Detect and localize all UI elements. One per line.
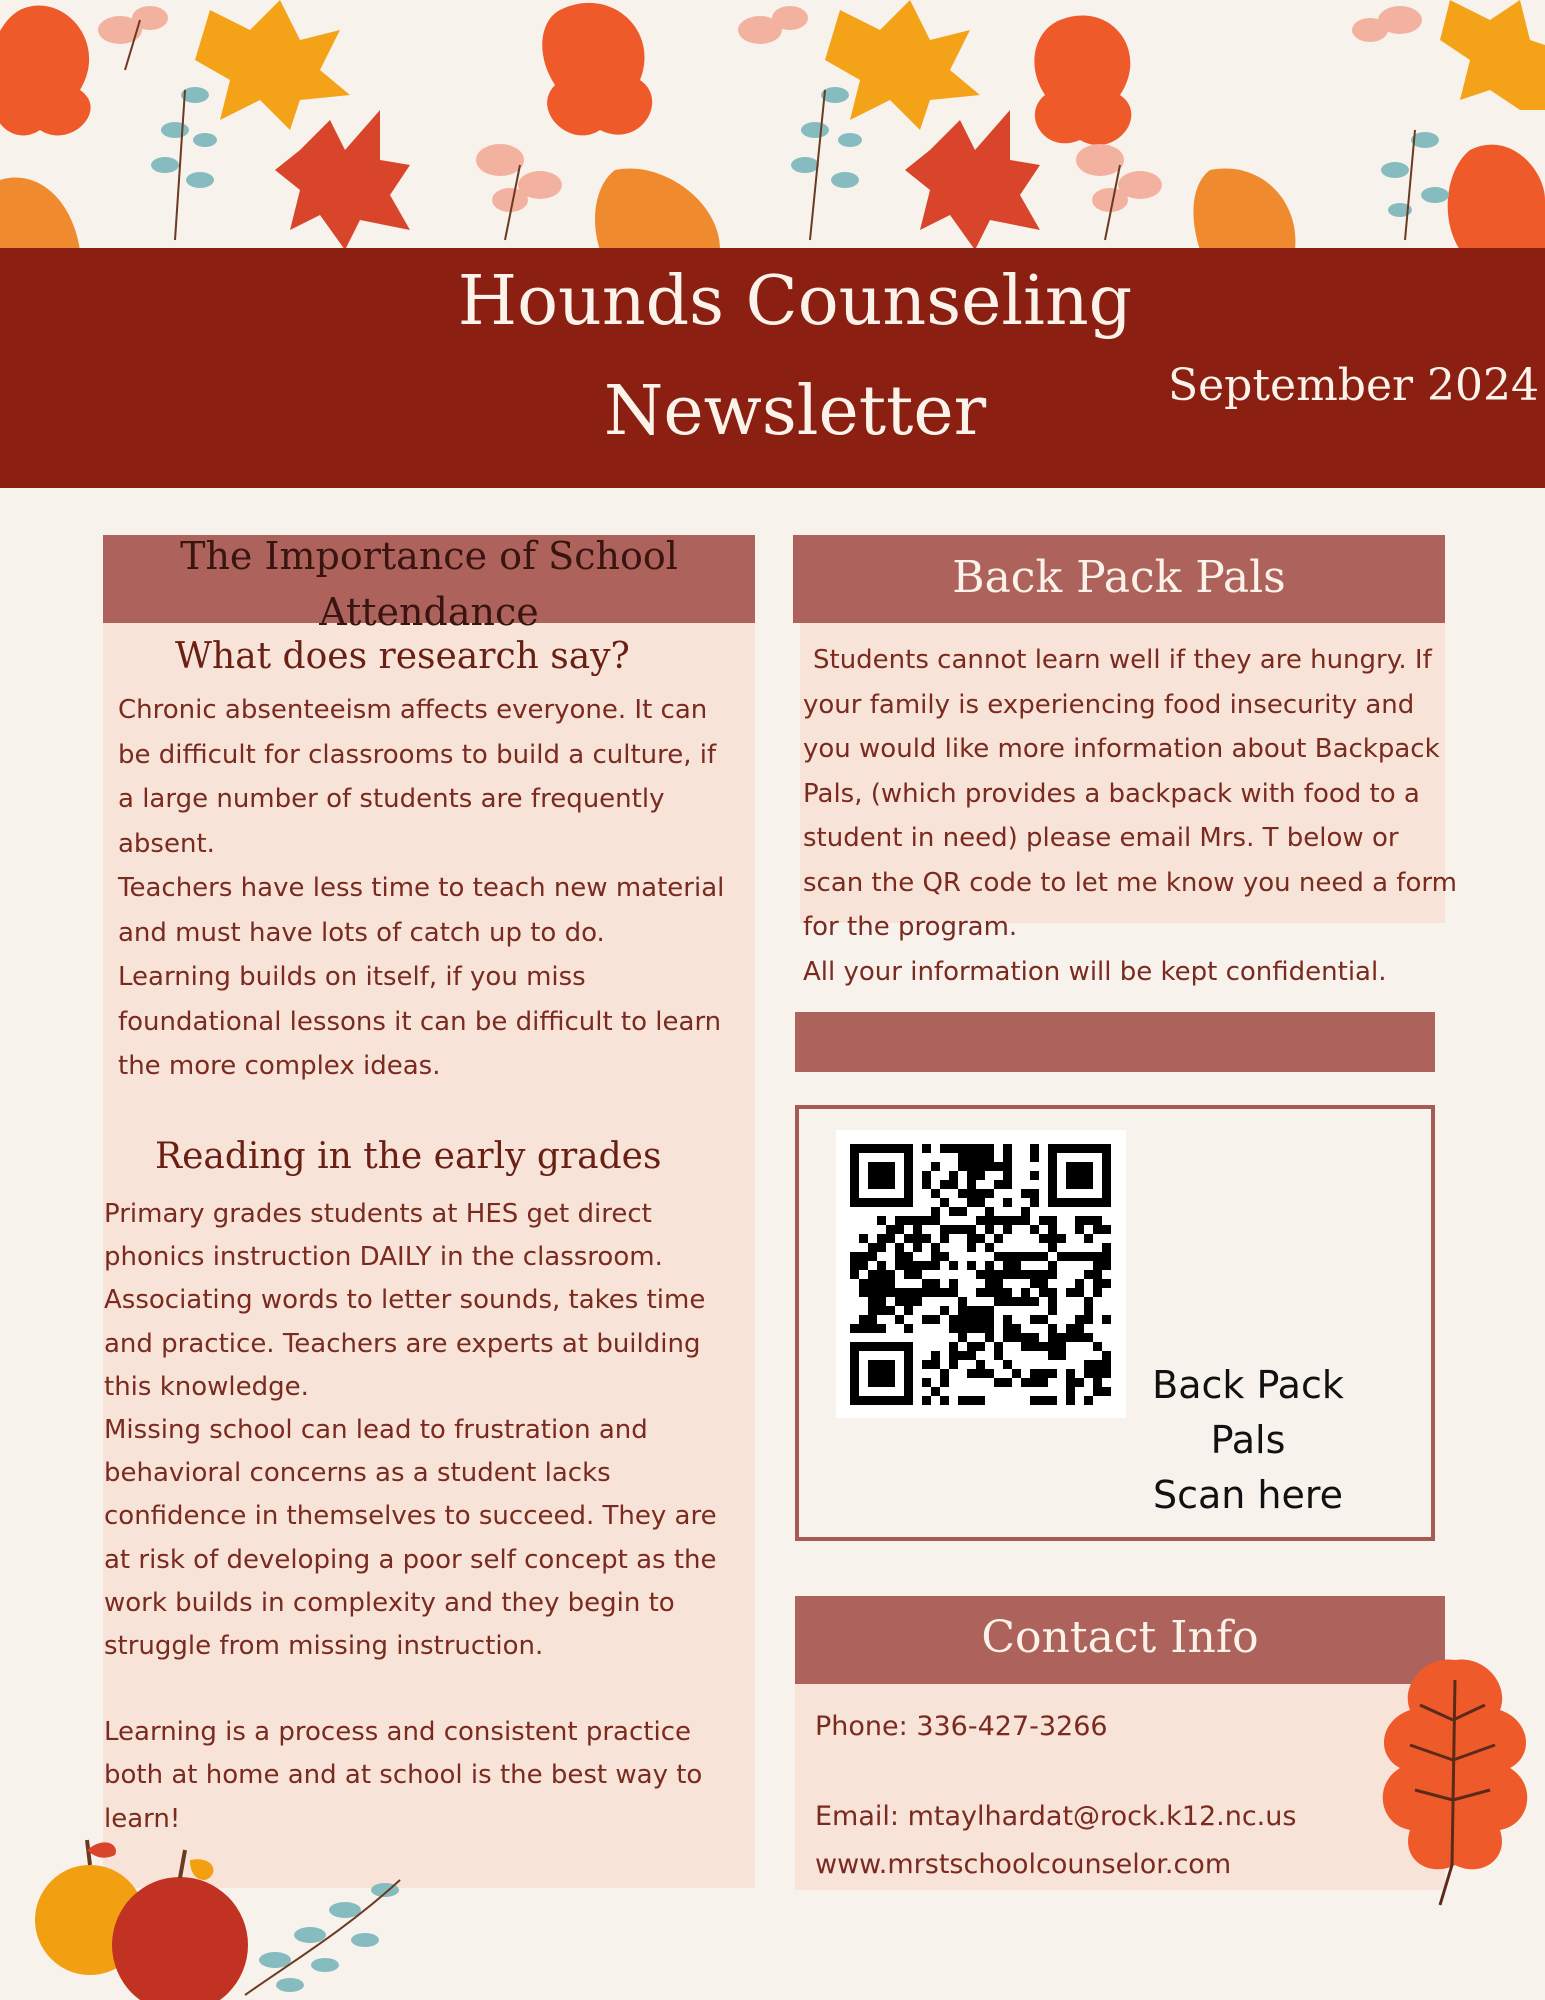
reading-text bbox=[104, 1193, 734, 1841]
oak-leaf-icon bbox=[1360, 1650, 1545, 1910]
qr-caption-line: Pals bbox=[1210, 1418, 1286, 1462]
research-text bbox=[118, 688, 728, 1089]
backpack-confidential: All your information will be kept confidential. bbox=[803, 956, 1387, 987]
contact-title: Contact Info bbox=[981, 1612, 1259, 1663]
backpack-paragraph: Students cannot learn well if they are hungry. If your family is experiencing food insecurity and you would like more information about Backpack Pals, (which provides a backpack with food to a student in need) please email Mrs. T below or scan the QR code to let me know you need a form for the program. bbox=[803, 645, 1457, 942]
qr-caption-line: Back Pack bbox=[1152, 1363, 1344, 1407]
divider-bar bbox=[795, 1012, 1435, 1072]
autumn-leaves-band bbox=[0, 0, 1545, 250]
contact-website[interactable]: www.mrstschoolcounselor.com bbox=[815, 1849, 1232, 1880]
research-paragraph: Chronic absenteeism affects everyone. It can be difficult for classrooms to build a culture, if a large number of students are frequently absent. bbox=[118, 695, 717, 859]
newsletter-title: Hounds Counseling bbox=[457, 262, 1133, 341]
research-paragraph: Teachers have less time to teach new material and must have lots of catch up to do. bbox=[118, 873, 725, 948]
backpack-title: Back Pack Pals bbox=[952, 552, 1286, 603]
newsletter-title-line2: Newsletter bbox=[603, 372, 987, 451]
qr-code[interactable] bbox=[836, 1130, 1126, 1418]
apples-decoration bbox=[15, 1820, 435, 2000]
research-heading: What does research say? bbox=[175, 636, 630, 677]
reading-paragraph: Missing school can lead to frustration and behavioral concerns as a student lacks confidence in themselves to succeed. They are at risk of developing a poor self concept as the work builds in complexity and they begin to struggle from missing instruction. bbox=[104, 1415, 717, 1662]
qr-caption bbox=[1130, 1358, 1366, 1523]
reading-paragraph: Learning is a process and consistent practice both at home and at school is the best way to learn! bbox=[104, 1717, 703, 1834]
qr-code-icon bbox=[836, 1130, 1126, 1418]
research-paragraph: Learning builds on itself, if you miss foundational lessons it can be difficult to learn the more complex ideas. bbox=[118, 962, 722, 1081]
reading-paragraph: Primary grades students at HES get direct phonics instruction DAILY in the classroom. Associating words to letter sounds, takes time and practice. Teachers are experts at building this knowledge. bbox=[104, 1199, 706, 1402]
contact-email[interactable]: Email: mtaylhardat@rock.k12.nc.us bbox=[815, 1801, 1297, 1832]
contact-phone: Phone: 336-427-3266 bbox=[815, 1711, 1108, 1742]
reading-heading: Reading in the early grades bbox=[155, 1136, 662, 1177]
qr-caption-line: Scan here bbox=[1152, 1473, 1344, 1517]
attendance-title: The Importance of School Attendance bbox=[180, 534, 678, 634]
apple-icon bbox=[112, 1850, 248, 2000]
issue-date: September 2024 bbox=[1168, 360, 1539, 411]
backpack-text bbox=[803, 638, 1458, 994]
